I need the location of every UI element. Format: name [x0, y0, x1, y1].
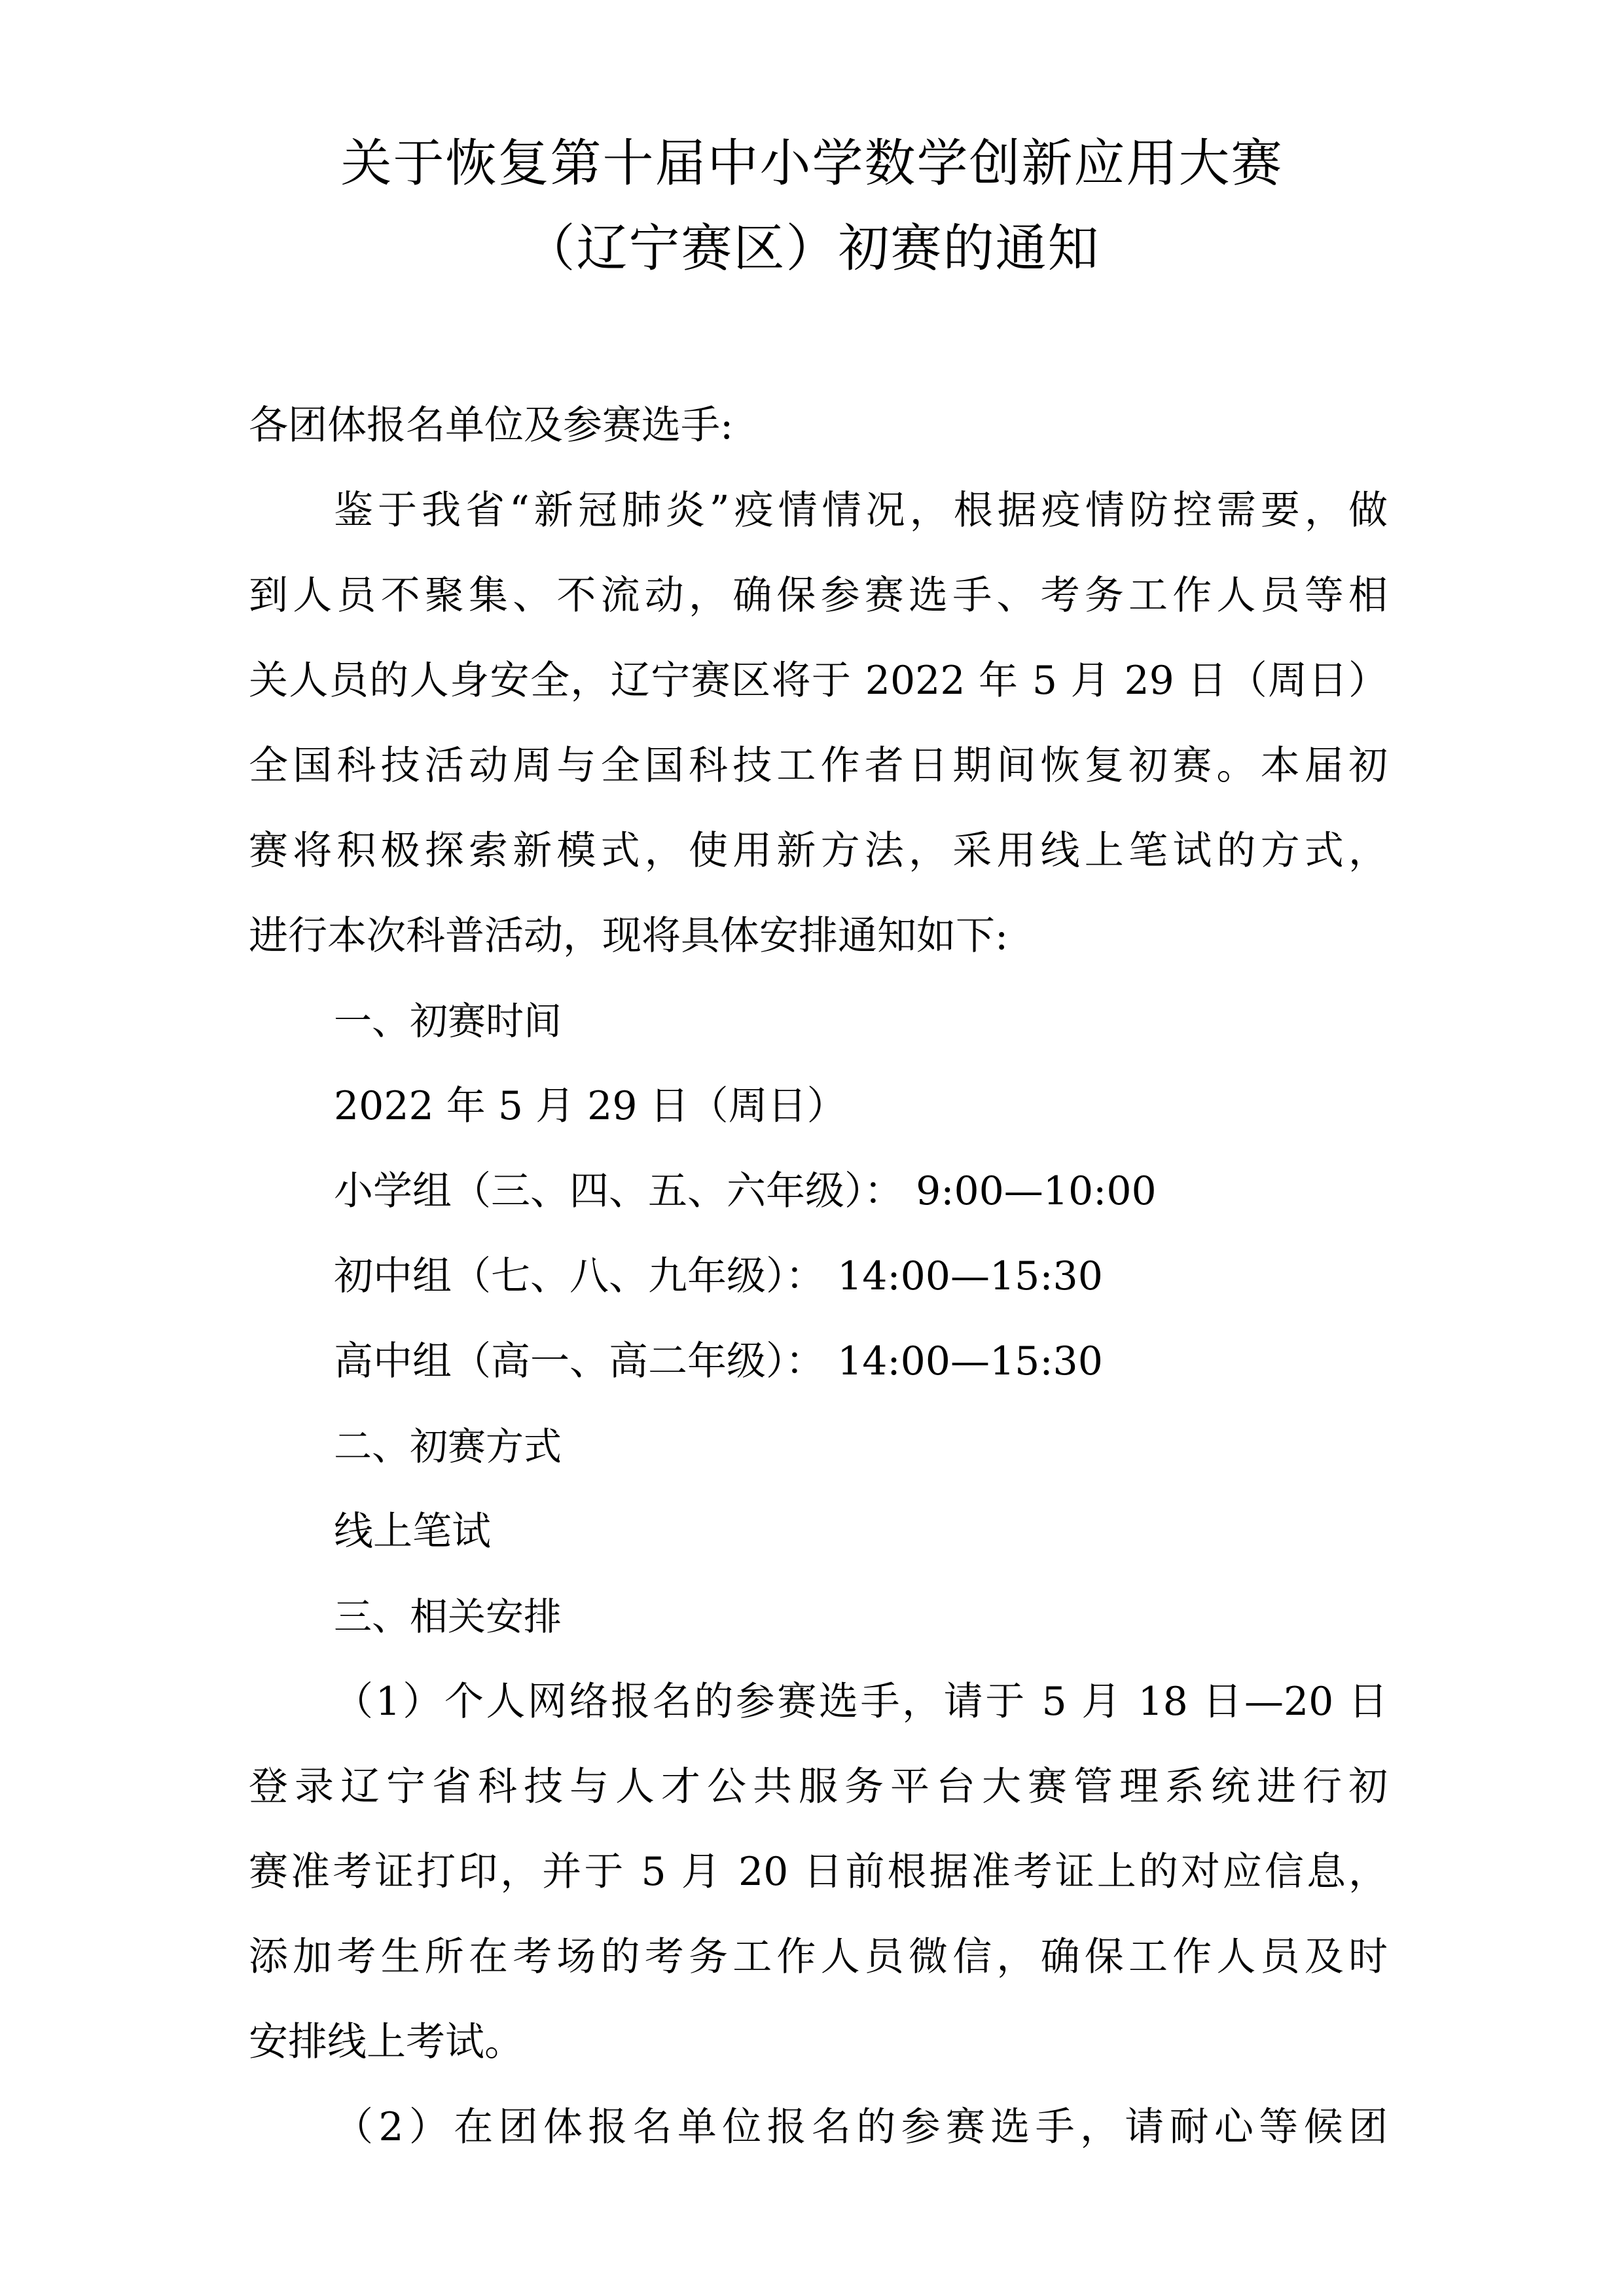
arrangement-item-1-line: 登录辽宁省科技与人才公共服务平台大赛管理系统进行初	[249, 1764, 1388, 1810]
intro-paragraph-line: 进行本次科普活动，现将具体安排通知如下:	[249, 913, 1009, 959]
document-title-line-1: 关于恢复第十届中小学数学创新应用大赛	[340, 134, 1284, 193]
section-heading-time: 一、初赛时间	[334, 999, 562, 1043]
section-heading-arrangements: 三、相关安排	[334, 1594, 562, 1639]
arrangement-item-1-line: 添加考生所在考场的考务工作人员微信，确保工作人员及时	[249, 1934, 1388, 1980]
section-heading-method: 二、初赛方式	[334, 1424, 562, 1469]
schedule-junior-group: 初中组（七、八、九年级）： 14:00—15:30	[334, 1253, 1103, 1299]
arrangement-item-1-line: 赛准考证打印，并于 5 月 20 日前根据准考证上的对应信息，	[249, 1849, 1388, 1895]
salutation: 各团体报名单位及参赛选手:	[249, 403, 734, 448]
document-title-line-2: （辽宁赛区）初赛的通知	[524, 219, 1100, 278]
contest-method: 线上笔试	[334, 1509, 491, 1554]
arrangement-item-1-line: 安排线上考试。	[249, 2019, 524, 2065]
arrangement-item-1-line: （1）个人网络报名的参赛选手，请于 5 月 18 日—20 日	[334, 1679, 1388, 1725]
schedule-senior-group: 高中组（高一、高二年级）： 14:00—15:30	[334, 1338, 1103, 1384]
intro-paragraph-line: 全国科技活动周与全国科技工作者日期间恢复初赛。本届初	[249, 743, 1388, 789]
schedule-primary-group: 小学组（三、四、五、六年级）： 9:00—10:00	[334, 1168, 1157, 1214]
arrangement-item-2-line: （2）在团体报名单位报名的参赛选手，请耐心等候团	[334, 2104, 1388, 2150]
intro-paragraph-line: 鉴于我省“新冠肺炎”疫情情况，根据疫情防控需要，做	[334, 488, 1388, 533]
contest-date: 2022 年 5 月 29 日（周日）	[334, 1083, 846, 1129]
intro-paragraph-line: 赛将积极探索新模式，使用新方法，采用线上笔试的方式，	[249, 828, 1388, 874]
intro-paragraph-line: 到人员不聚集、不流动，确保参赛选手、考务工作人员等相	[249, 573, 1388, 619]
intro-paragraph-line: 关人员的人身安全，辽宁赛区将于 2022 年 5 月 29 日（周日）	[249, 658, 1388, 704]
